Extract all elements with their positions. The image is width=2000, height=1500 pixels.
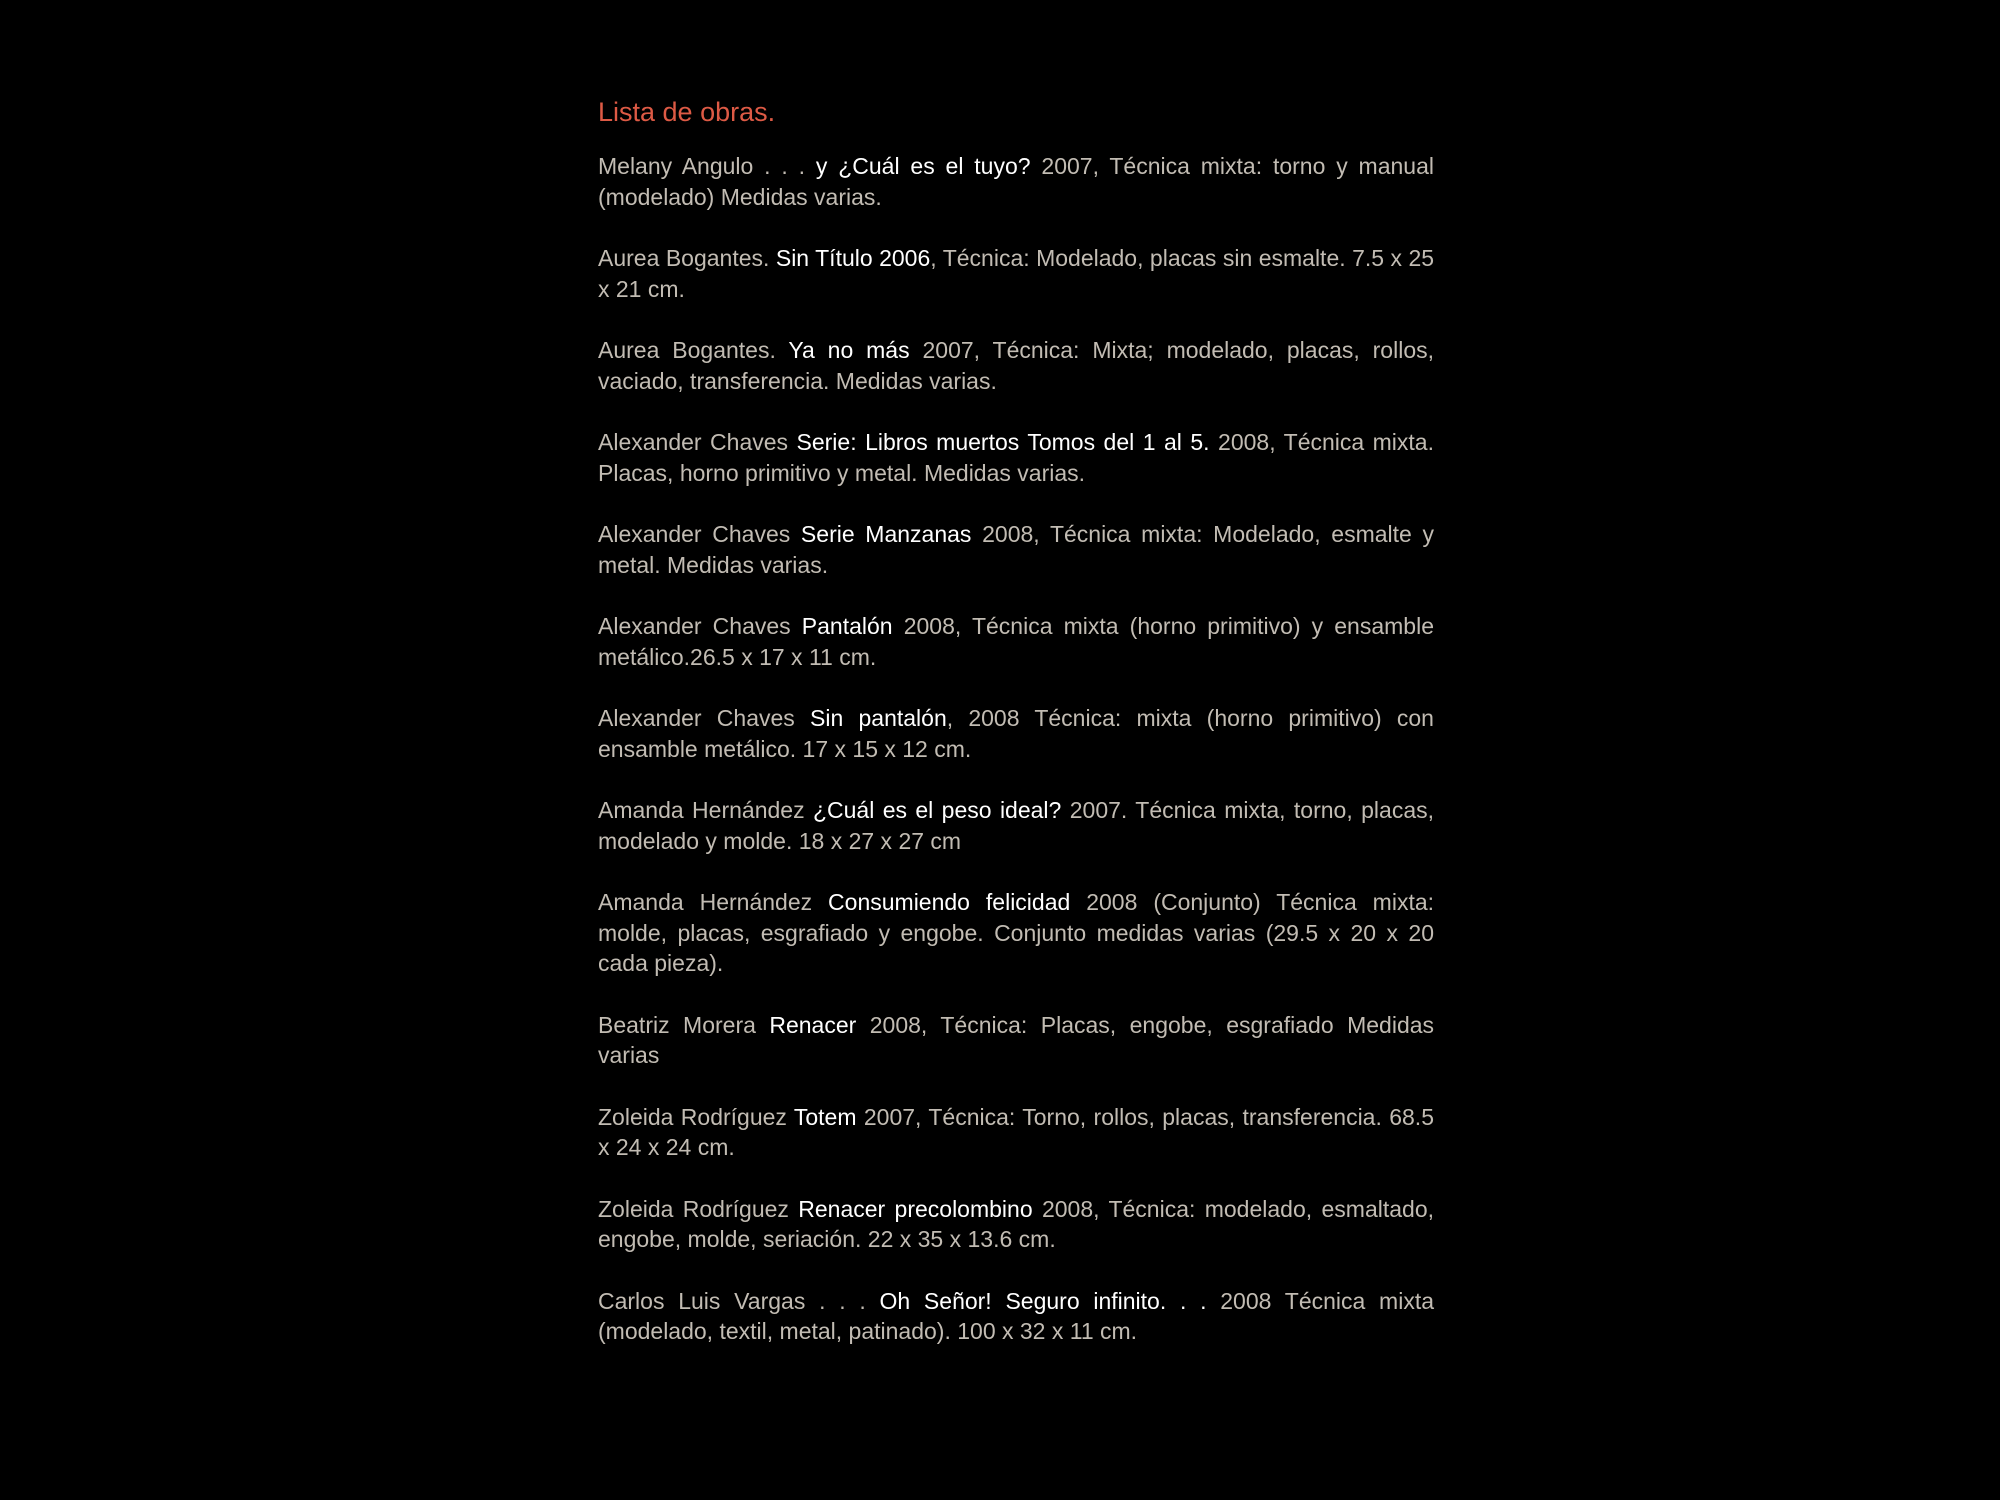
work-details: , Técnica: Modelado, placas sin esmalte. 7.5 x 25 x 21 cm. — [598, 245, 1435, 302]
work-title: Consumiendo felicidad — [812, 889, 1071, 915]
list-item — [598, 519, 1434, 580]
work-details: 2008 Técnica mixta (modelado, textil, metal, patinado). 100 x 32 x 11 cm. — [598, 1287, 1434, 1344]
work-details: 2007, Técnica mixta: torno y manual (modelado) Medidas varias. — [598, 153, 1434, 210]
work-title: y ¿Cuál es el tuyo? — [815, 153, 1031, 179]
artist-name: Amanda Hernández — [598, 889, 813, 915]
work-details: 2008, Técnica: Placas, engobe, esgrafiado Medidas varias — [598, 1011, 1435, 1068]
artist-name: Aurea Bogantes. — [598, 245, 776, 271]
page-title: Lista de obras. — [598, 97, 776, 127]
artist-name: Amanda Hernández — [598, 797, 805, 823]
work-details: 2008, Técnica: modelado, esmaltado, engobe, molde, seriación. 22 x 35 x 13.6 cm. — [598, 1195, 1434, 1252]
list-item — [598, 335, 1434, 396]
list-item — [598, 427, 1434, 488]
list-item — [598, 1194, 1434, 1255]
work-title: Renacer precolombino — [788, 1195, 1033, 1222]
work-title: Sin Título 2006 — [775, 245, 931, 271]
work-details: 2008, Técnica mixta: Modelado, esmalte y metal. Medidas varias. — [598, 521, 1434, 578]
work-title: ¿Cuál es el peso ideal? — [804, 797, 1062, 823]
work-title: Sin pantalón — [794, 705, 947, 731]
work-title: Serie Manzanas — [790, 521, 972, 547]
work-details: 2008, Técnica mixta. Placas, horno primitivo y metal. Medidas varias. — [598, 429, 1434, 486]
artist-name: Alexander Chaves — [598, 613, 791, 639]
work-details: 2008 (Conjunto) Técnica mixta: molde, placas, esgrafiado y engobe. Conjunto medidas varias (29.5 x 20 x 20 cada pieza). — [598, 889, 1435, 976]
list-item — [598, 611, 1434, 672]
work-title: Ya no más — [775, 337, 910, 363]
list-item — [598, 151, 1434, 212]
work-details: 2008, Técnica mixta (horno primitivo) y ensamble metálico.26.5 x 17 x 11 cm. — [598, 613, 1434, 670]
work-title: Totem — [786, 1103, 857, 1130]
list-item — [598, 1102, 1434, 1163]
list-item — [598, 1286, 1434, 1347]
list-item — [598, 243, 1434, 304]
list-item — [598, 795, 1434, 856]
work-details: , 2008 Técnica: mixta (horno primitivo) con ensamble metálico. 17 x 15 x 12 cm. — [598, 705, 1434, 762]
work-title: Oh Señor! Seguro infinito. . . — [865, 1287, 1207, 1314]
artist-name: Alexander Chaves — [598, 429, 789, 455]
work-details: 2007. Técnica mixta, torno, placas, modelado y molde. 18 x 27 x 27 cm — [598, 797, 1434, 854]
list-item — [598, 887, 1434, 979]
list-item — [598, 1010, 1434, 1071]
artist-name: Zoleida Rodríguez — [598, 1103, 787, 1130]
artist-name: Zoleida Rodríguez — [598, 1195, 789, 1222]
work-title: Renacer — [755, 1011, 857, 1038]
work-details: 2007, Técnica: Torno, rollos, placas, transferencia. 68.5 x 24 x 24 cm. — [598, 1103, 1434, 1160]
works-list — [598, 92, 1434, 1378]
artist-name: Carlos Luis Vargas . . . — [598, 1287, 866, 1314]
list-item — [598, 703, 1434, 764]
artist-name: Alexander Chaves — [598, 521, 791, 547]
artist-name: Beatriz Morera — [598, 1011, 756, 1038]
work-details: 2007, Técnica: Mixta; modelado, placas, rollos, vaciado, transferencia. Medidas varias. — [598, 337, 1435, 394]
work-title: Pantalón — [790, 613, 893, 639]
artist-name: Alexander Chaves — [598, 705, 795, 731]
artist-name: Aurea Bogantes. — [598, 337, 776, 363]
work-title: Serie: Libros muertos Tomos del 1 al 5. — [788, 429, 1210, 455]
artist-name: Melany Angulo . . . — [598, 153, 816, 179]
